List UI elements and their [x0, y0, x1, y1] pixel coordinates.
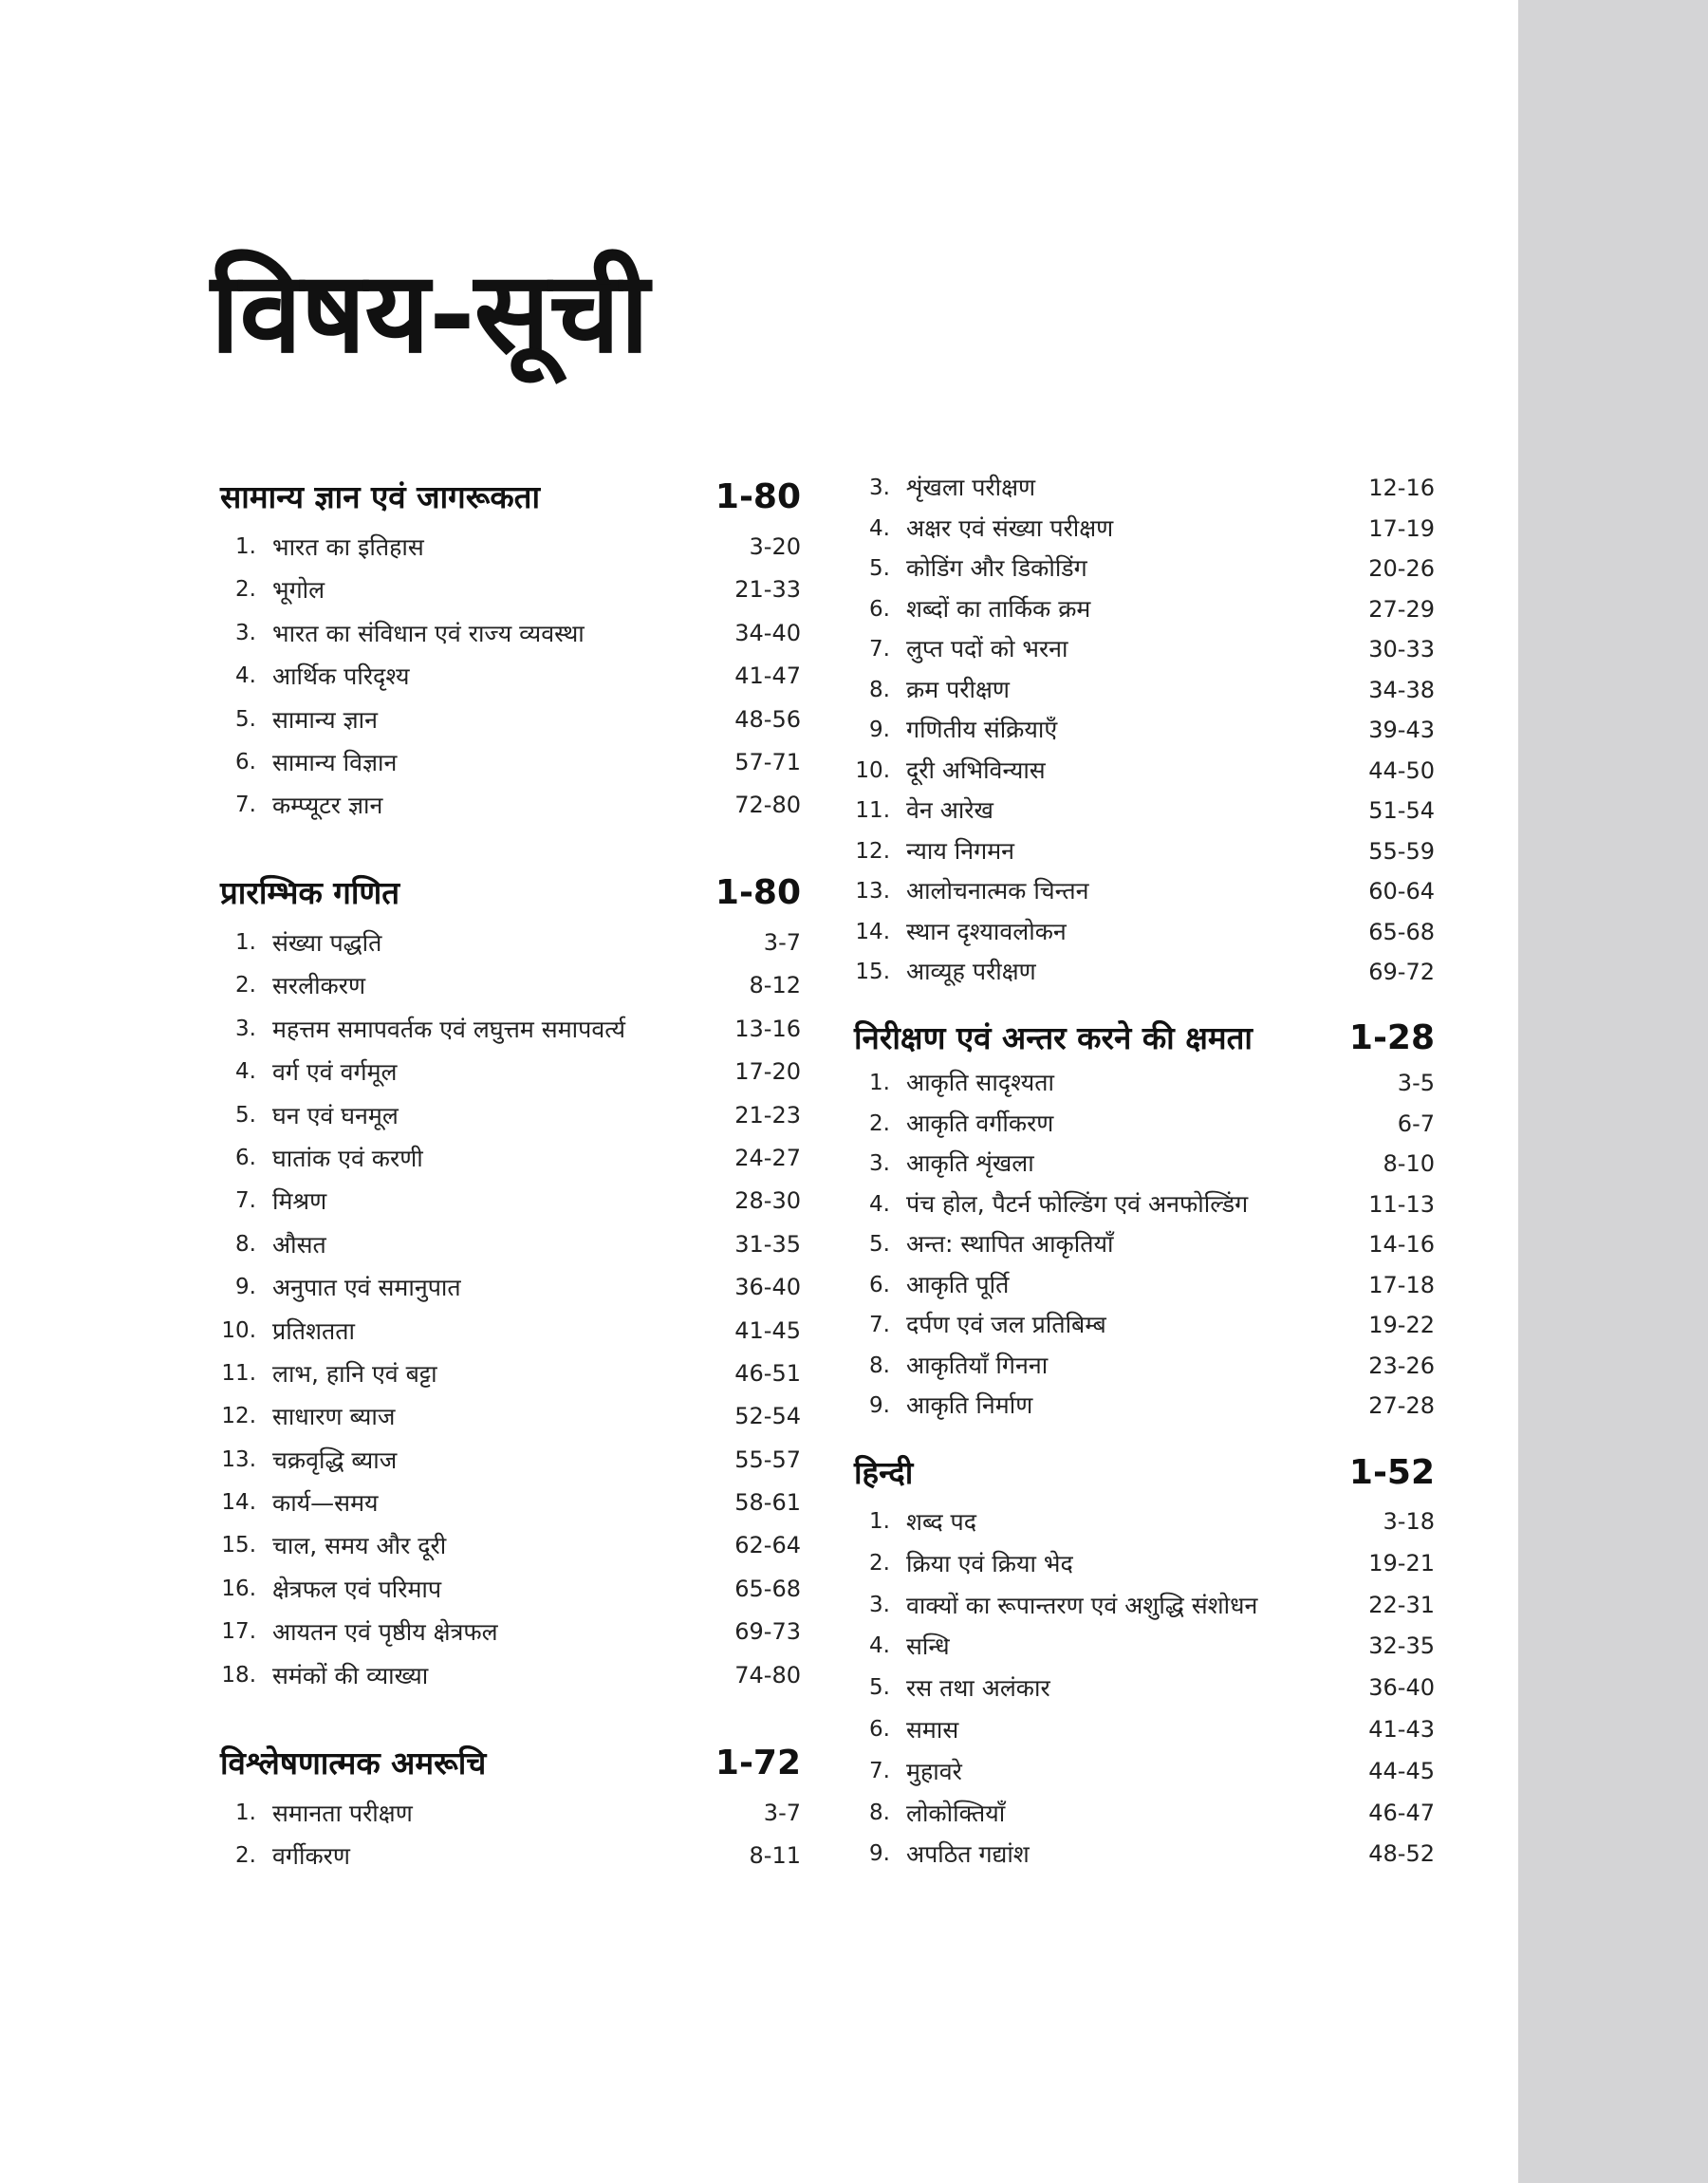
toc-entry[interactable]: [220, 569, 801, 611]
entry-number: 3.: [235, 1016, 256, 1041]
entry-number: 4.: [869, 515, 890, 541]
entry-number: 8.: [235, 1231, 256, 1257]
toc-entry[interactable]: [220, 1439, 801, 1482]
entry-pages: 28-30: [734, 1187, 801, 1215]
section-page-range: 1-52: [1348, 1453, 1435, 1492]
toc-entry[interactable]: [220, 1353, 801, 1395]
entry-title: लाभ, हानि एवं बट्टा: [272, 1359, 437, 1388]
toc-entry[interactable]: [854, 1224, 1435, 1265]
toc-entry[interactable]: [854, 710, 1435, 751]
entry-title: मुहावरे: [906, 1757, 962, 1785]
entry-number: 13.: [855, 879, 890, 904]
toc-entry[interactable]: [854, 1709, 1435, 1751]
entry-title: भूगोल: [272, 576, 325, 605]
entry-number: 3.: [869, 1592, 890, 1617]
entry-pages: 3-7: [763, 1800, 801, 1826]
entry-number: 6.: [869, 1716, 890, 1742]
entry-pages: 21-23: [734, 1101, 801, 1129]
entry-title: कोडिंग और डिकोडिंग: [906, 554, 1087, 582]
entry-title: साधारण ब्याज: [272, 1403, 396, 1431]
entry-number: 18.: [221, 1662, 256, 1688]
entry-pages: 3-20: [749, 533, 801, 560]
toc-entry[interactable]: [220, 1568, 801, 1611]
entry-pages: 60-64: [1368, 878, 1435, 905]
toc-entry[interactable]: [854, 1104, 1435, 1145]
entry-title: घन एवं घनमूल: [272, 1101, 399, 1129]
entry-title: आकृति शृंखला: [906, 1149, 1034, 1177]
entry-pages: 65-68: [734, 1575, 801, 1602]
toc-entry[interactable]: [854, 468, 1435, 509]
entry-pages: 11-13: [1368, 1190, 1435, 1218]
section-title[interactable]: हिन्दी: [854, 1454, 914, 1491]
entry-title: आर्थिक परिदृश्य: [272, 662, 410, 691]
toc-entry[interactable]: [220, 1524, 801, 1567]
entry-pages: 19-21: [1368, 1549, 1435, 1577]
entry-title: दूरी अभिविन्यास: [906, 756, 1046, 784]
toc-entry[interactable]: [854, 1386, 1435, 1427]
toc-entry[interactable]: [854, 1626, 1435, 1668]
toc-entry[interactable]: [854, 589, 1435, 630]
entry-pages: 34-40: [734, 619, 801, 646]
entry-pages: 3-18: [1383, 1508, 1435, 1535]
entry-number: 5.: [235, 706, 256, 732]
entry-pages: 21-33: [734, 576, 801, 604]
entry-title: लुप्त पदों को भरना: [906, 635, 1068, 662]
entry-number: 5.: [235, 1102, 256, 1128]
section-title[interactable]: सामान्य ज्ञान एवं जागरूकता: [220, 478, 541, 515]
toc-entry[interactable]: [220, 964, 801, 1007]
entry-number: 8.: [869, 1353, 890, 1378]
toc-entry[interactable]: [854, 629, 1435, 670]
entry-title: आकृति निर्माण: [906, 1391, 1033, 1419]
entry-number: 15.: [855, 960, 890, 984]
entry-title: शब्द पद: [906, 1508, 977, 1536]
section-title[interactable]: प्रारम्भिक गणित: [220, 874, 400, 911]
toc-entry[interactable]: [220, 922, 801, 964]
toc-entry[interactable]: [854, 1265, 1435, 1306]
entry-number: 4.: [869, 1633, 890, 1659]
toc-entry[interactable]: [854, 1502, 1435, 1543]
entry-pages: 51-54: [1368, 797, 1435, 824]
entry-title: वेन आरेख: [906, 796, 993, 824]
toc-entry[interactable]: [854, 1543, 1435, 1585]
entry-title: अन्त: स्थापित आकृतियाँ: [906, 1230, 1114, 1258]
entry-number: 2.: [869, 1550, 890, 1576]
entry-pages: 41-47: [734, 662, 801, 690]
entry-title: सन्धि: [906, 1633, 950, 1661]
entry-number: 3.: [869, 476, 890, 500]
entry-pages: 74-80: [734, 1661, 801, 1689]
entry-number: 10.: [221, 1317, 256, 1343]
entry-number: 2.: [235, 973, 256, 998]
section-header: [220, 473, 801, 522]
entry-title: अक्षर एवं संख्या परीक्षण: [906, 513, 1114, 542]
entry-title: समंकों की व्याख्या: [272, 1661, 429, 1689]
entry-number: 3.: [869, 1151, 890, 1176]
entry-number: 15.: [221, 1533, 256, 1558]
entry-number: 13.: [221, 1446, 256, 1472]
entry-title: मिश्रण: [272, 1187, 327, 1216]
entry-number: 16.: [221, 1576, 256, 1601]
toc-section-observation-ability: [854, 1014, 1435, 1427]
entry-number: 1.: [235, 1801, 256, 1825]
toc-entry[interactable]: [220, 1310, 801, 1353]
section-header: [854, 1448, 1435, 1498]
entry-number: 9.: [869, 1393, 890, 1418]
entry-title: सामान्य विज्ञान: [272, 748, 398, 776]
entry-title: वर्गीकरण: [272, 1842, 350, 1871]
toc-entry[interactable]: [854, 1346, 1435, 1387]
entry-title: गणितीय संक्रियाएँ: [906, 716, 1058, 743]
toc-entry[interactable]: [220, 655, 801, 698]
entry-pages: 17-18: [1368, 1271, 1435, 1298]
entry-pages: 65-68: [1368, 918, 1435, 945]
entry-title: क्रिया एवं क्रिया भेद: [906, 1549, 1073, 1577]
entry-number: 11.: [855, 798, 890, 823]
entry-title: आकृति वर्गीकरण: [906, 1109, 1054, 1137]
toc-entry[interactable]: [854, 751, 1435, 792]
entry-title: चाल, समय और दूरी: [272, 1532, 447, 1560]
toc-entry[interactable]: [854, 1144, 1435, 1185]
entry-pages: 13-16: [734, 1015, 801, 1042]
entry-number: 8.: [869, 1800, 890, 1825]
entry-pages: 48-52: [1368, 1840, 1435, 1868]
entry-title: कार्य—समय: [272, 1489, 379, 1518]
entry-pages: 44-50: [1368, 756, 1435, 784]
entry-pages: 3-7: [763, 929, 801, 956]
section-title[interactable]: विश्लेषणात्मक अमरूचि: [220, 1745, 487, 1782]
section-title[interactable]: निरीक्षण एवं अन्तर करने की क्षमता: [854, 1019, 1253, 1056]
toc-entry[interactable]: [220, 1395, 801, 1438]
section-page-range: 1-28: [1348, 1018, 1435, 1057]
entry-number: 14.: [855, 919, 890, 944]
toc-entry[interactable]: [220, 1654, 801, 1697]
toc-entry[interactable]: [220, 1482, 801, 1524]
entry-pages: 46-51: [734, 1359, 801, 1387]
entry-number: 6.: [235, 1145, 256, 1170]
entry-pages: 8-11: [749, 1842, 801, 1870]
toc-entry[interactable]: [854, 912, 1435, 953]
entry-number: 2.: [235, 1843, 256, 1869]
section-page-range: 1-80: [715, 477, 801, 516]
entry-number: 4.: [869, 1191, 890, 1217]
entry-title: आकृतियाँ गिनना: [906, 1351, 1049, 1379]
toc-entry[interactable]: [220, 1223, 801, 1266]
page-title: विषय-सूची: [211, 246, 649, 378]
entry-number: 6.: [869, 1272, 890, 1297]
toc-entry[interactable]: [854, 831, 1435, 872]
entry-number: 7.: [235, 1188, 256, 1214]
toc-entry[interactable]: [854, 1185, 1435, 1225]
entry-title: प्रतिशतता: [272, 1316, 355, 1345]
toc-entry[interactable]: [220, 1835, 801, 1877]
entry-number: 9.: [235, 1275, 256, 1300]
entry-pages: 8-10: [1383, 1150, 1435, 1177]
page-edge-strip: [1518, 0, 1708, 2183]
entry-title: वर्ग एवं वर्गमूल: [272, 1058, 398, 1087]
entry-pages: 20-26: [1368, 555, 1435, 582]
toc-entry[interactable]: [854, 791, 1435, 831]
entry-pages: 6-7: [1397, 1110, 1435, 1137]
entry-pages: 44-45: [1368, 1757, 1435, 1784]
toc-entry[interactable]: [220, 526, 801, 569]
toc-entry[interactable]: [854, 952, 1435, 993]
entry-pages: 27-28: [1368, 1392, 1435, 1419]
toc-section-general-awareness: [220, 473, 801, 828]
entry-title: सामान्य ज्ञान: [272, 705, 378, 734]
toc-entry[interactable]: [854, 871, 1435, 912]
entry-number: 7.: [869, 1313, 890, 1337]
entry-number: 1.: [869, 1071, 890, 1095]
entry-title: दर्पण एवं जल प्रतिबिम्ब: [906, 1311, 1106, 1338]
entry-title: पंच होल, पैटर्न फोल्डिंग एवं अनफोल्डिंग: [906, 1189, 1249, 1218]
entry-title: महत्तम समापवर्तक एवं लघुत्तम समापवर्त्य: [272, 1015, 625, 1043]
entry-title: रस तथा अलंकार: [906, 1674, 1050, 1703]
entry-title: लोकोक्तियाँ: [906, 1799, 1006, 1827]
toc-section-hindi: [854, 1448, 1435, 1875]
entry-title: कम्प्यूटर ज्ञान: [272, 792, 383, 820]
entry-title: स्थान दृश्यावलोकन: [906, 917, 1067, 945]
entry-number: 7.: [869, 637, 890, 662]
entry-number: 9.: [869, 1841, 890, 1867]
entry-pages: 12-16: [1368, 475, 1435, 501]
entry-title: अपठित गद्यांश: [906, 1840, 1030, 1869]
entry-pages: 55-59: [1368, 837, 1435, 865]
entry-number: 1.: [235, 534, 256, 559]
entry-number: 12.: [855, 838, 890, 864]
entry-title: आव्यूह परीक्षण: [906, 958, 1036, 985]
entry-pages: 24-27: [734, 1144, 801, 1171]
toc-entry[interactable]: [854, 1305, 1435, 1346]
entry-title: अनुपात एवं समानुपात: [272, 1274, 461, 1302]
toc-entry[interactable]: [220, 699, 801, 741]
toc-section-elementary-maths: [220, 868, 801, 1697]
entry-pages: 22-31: [1368, 1591, 1435, 1618]
toc-section-analytical-aptitude: [220, 1739, 801, 1878]
entry-title: भारत का इतिहास: [272, 533, 424, 561]
entry-number: 6.: [869, 596, 890, 622]
entry-number: 9.: [869, 718, 890, 742]
entry-pages: 58-61: [734, 1489, 801, 1517]
entry-pages: 41-43: [1368, 1715, 1435, 1743]
entry-pages: 52-54: [734, 1403, 801, 1430]
entry-pages: 46-47: [1368, 1799, 1435, 1826]
entry-pages: 36-40: [1368, 1674, 1435, 1702]
entry-title: वाक्यों का रूपान्तरण एवं अशुद्धि संशोधन: [906, 1591, 1258, 1619]
entry-title: घातांक एवं करणी: [272, 1144, 423, 1172]
toc-entry[interactable]: [220, 1094, 801, 1137]
entry-title: समानता परीक्षण: [272, 1800, 413, 1827]
entry-pages: 14-16: [1368, 1231, 1435, 1258]
entry-number: 2.: [869, 1110, 890, 1136]
entry-title: न्याय निगमन: [906, 836, 1015, 865]
entry-pages: 31-35: [734, 1230, 801, 1258]
toc-entry[interactable]: [854, 1751, 1435, 1793]
toc-entry[interactable]: [220, 1611, 801, 1653]
entry-title: सरलीकरण: [272, 972, 366, 1000]
entry-number: 11.: [221, 1360, 256, 1386]
entry-pages: 3-5: [1397, 1070, 1435, 1096]
entry-pages: 41-45: [734, 1316, 801, 1344]
toc-entry[interactable]: [220, 1180, 801, 1222]
entry-pages: 23-26: [1368, 1352, 1435, 1379]
entry-title: आयतन एवं पृष्ठीय क्षेत्रफल: [272, 1618, 498, 1647]
entry-title: आकृति पूर्ति: [906, 1270, 1010, 1298]
toc-entry[interactable]: [854, 1793, 1435, 1835]
entry-pages: 57-71: [734, 748, 801, 775]
toc-section-analytical-aptitude-continued: [854, 468, 1435, 993]
entry-number: 5.: [869, 556, 890, 581]
entry-title: समास: [906, 1715, 959, 1744]
entry-pages: 17-20: [734, 1058, 801, 1086]
entry-pages: 32-35: [1368, 1633, 1435, 1660]
toc-entry[interactable]: [854, 1834, 1435, 1875]
toc-entry[interactable]: [854, 509, 1435, 550]
toc-entry[interactable]: [220, 784, 801, 827]
toc-entry[interactable]: [220, 1008, 801, 1051]
toc-entry[interactable]: [854, 1063, 1435, 1104]
entry-pages: 48-56: [734, 705, 801, 733]
toc-entry[interactable]: [220, 1137, 801, 1180]
section-header: [854, 1014, 1435, 1063]
toc-entry[interactable]: [220, 612, 801, 655]
entry-pages: 69-72: [1368, 959, 1435, 985]
entry-pages: 72-80: [734, 792, 801, 819]
entry-title: आकृति सादृश्यता: [906, 1069, 1054, 1096]
section-header: [220, 1739, 801, 1788]
entry-title: आलोचनात्मक चिन्तन: [906, 877, 1089, 905]
entry-pages: 39-43: [1368, 717, 1435, 743]
entry-title: शब्दों का तार्किक क्रम: [906, 594, 1091, 623]
entry-pages: 8-12: [749, 972, 801, 999]
entry-number: 6.: [235, 749, 256, 774]
entry-number: 17.: [221, 1619, 256, 1645]
entry-title: संख्या पद्धति: [272, 929, 382, 957]
entry-pages: 69-73: [734, 1618, 801, 1646]
entry-number: 5.: [869, 1232, 890, 1257]
toc-entry[interactable]: [854, 670, 1435, 711]
entry-title: क्रम परीक्षण: [906, 675, 1010, 703]
toc-entry[interactable]: [220, 1266, 801, 1309]
entry-number: 14.: [221, 1490, 256, 1516]
section-header: [220, 868, 801, 918]
entry-pages: 34-38: [1368, 676, 1435, 703]
entry-title: औसत: [272, 1230, 326, 1259]
entry-pages: 27-29: [1368, 595, 1435, 623]
entry-pages: 19-22: [1368, 1312, 1435, 1338]
entry-title: चक्रवृद्धि ब्याज: [272, 1446, 398, 1474]
section-page-range: 1-72: [715, 1744, 801, 1782]
entry-pages: 55-57: [734, 1446, 801, 1473]
entry-number: 4.: [235, 663, 256, 689]
section-page-range: 1-80: [715, 873, 801, 912]
toc-entry[interactable]: [854, 1668, 1435, 1709]
entry-number: 2.: [235, 577, 256, 603]
entry-title: भारत का संविधान एवं राज्य व्यवस्था: [272, 619, 585, 647]
toc-entry[interactable]: [220, 1051, 801, 1093]
toc-entry[interactable]: [854, 1585, 1435, 1627]
entry-pages: 17-19: [1368, 514, 1435, 542]
entry-pages: 36-40: [734, 1274, 801, 1301]
entry-pages: 62-64: [734, 1532, 801, 1559]
entry-title: शृंखला परीक्षण: [906, 474, 1036, 501]
entry-title: क्षेत्रफल एवं परिमाप: [272, 1575, 442, 1603]
entry-number: 4.: [235, 1059, 256, 1085]
entry-number: 10.: [855, 757, 890, 783]
entry-number: 3.: [235, 620, 256, 645]
toc-entry[interactable]: [854, 549, 1435, 589]
toc-entry[interactable]: [220, 741, 801, 784]
entry-number: 12.: [221, 1404, 256, 1429]
entry-number: 7.: [235, 793, 256, 818]
entry-number: 5.: [869, 1675, 890, 1701]
entry-number: 8.: [869, 677, 890, 702]
toc-entry[interactable]: [220, 1792, 801, 1835]
entry-number: 7.: [869, 1758, 890, 1783]
entry-pages: 30-33: [1368, 636, 1435, 662]
entry-number: 1.: [235, 930, 256, 955]
entry-number: 1.: [869, 1509, 890, 1534]
